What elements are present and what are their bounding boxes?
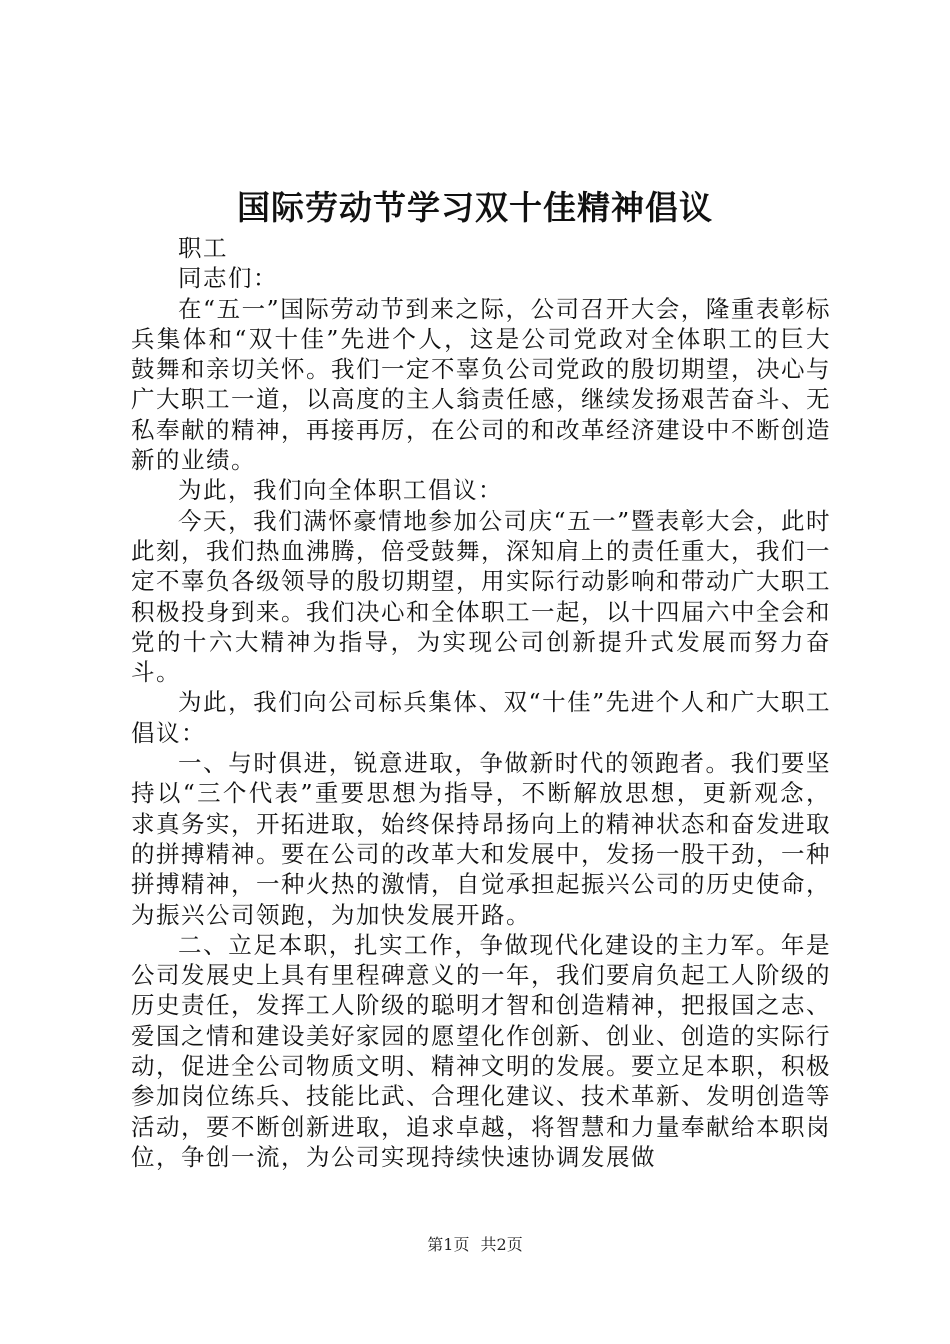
paragraph-today: 今天，我们满怀豪情地参加公司庆“五一”暨表彰大会，此时此刻，我们热血沸腾，倍受鼓舞，深知肩上的责任重大，我们一定不辜负各级领导的殷切期望，用实际行动影响和带动广大职工积极投身到来。我们决心和全体职工一起，以十四届六中全会和党的十六大精神为指导，为实现公司创新提升式发展而努力奋斗。: [131, 506, 831, 687]
paragraph-proposal-lead-2: 为此，我们向公司标兵集体、双“十佳”先进个人和广大职工倡议：: [131, 688, 831, 747]
document-body: [131, 233, 831, 1172]
document-title: 国际劳动节学习双十佳精神倡议: [237, 188, 713, 227]
salutation-greeting: 同志们：: [178, 264, 278, 293]
salutation-recipient: 职工: [178, 234, 228, 262]
paragraph-point-one: 一、与时俱进，锐意进取，争做新时代的领跑者。我们要坚持以“三个代表”重要思想为指导，不断解放思想，更新观念，求真务实，开拓进取，始终保持昂扬向上的精神状态和奋发进取的拼搏精神。要在公司的改革大和发展中，发扬一股干劲，一种拼搏精神，一种火热的激情，自觉承担起振兴公司的历史使命，为振兴公司领跑，为加快发展开路。: [131, 749, 831, 929]
paragraph-proposal-lead: 为此，我们向全体职工倡议：: [178, 476, 503, 505]
page-number: 第1页: [427, 1235, 470, 1254]
page-total: 共2页: [480, 1235, 523, 1254]
page-footer: [0, 1233, 950, 1257]
paragraph-point-two: 二、立足本职，扎实工作，争做现代化建设的主力军。年是公司发展史上具有里程碑意义的一年，我们要肩负起工人阶级的历史责任，发挥工人阶级的聪明才智和创造精神，把报国之志、爱国之情和建设美好家园的愿望化作创新、创业、创造的实际行动，促进全公司物质文明、精神文明的发展。要立足本职，积极参加岗位练兵、技能比武、合理化建议、技术革新、发明创造等活动，要不断创新进取，追求卓越，将智慧和力量奉献给本职岗位，争创一流，为公司实现持续快速协调发展做: [131, 930, 831, 1171]
paragraph-intro: 在“五一”国际劳动节到来之际，公司召开大会，隆重表彰标兵集体和“双十佳”先进个人，这是公司党政对全体职工的巨大鼓舞和亲切关怀。我们一定不辜负公司党政的殷切期望，决心与广大职工一道，以高度的主人翁责任感，继续发扬艰苦奋斗、无私奉献的精神，再接再厉，在公司的和改革经济建设中不断创造新的业绩。: [131, 294, 831, 475]
